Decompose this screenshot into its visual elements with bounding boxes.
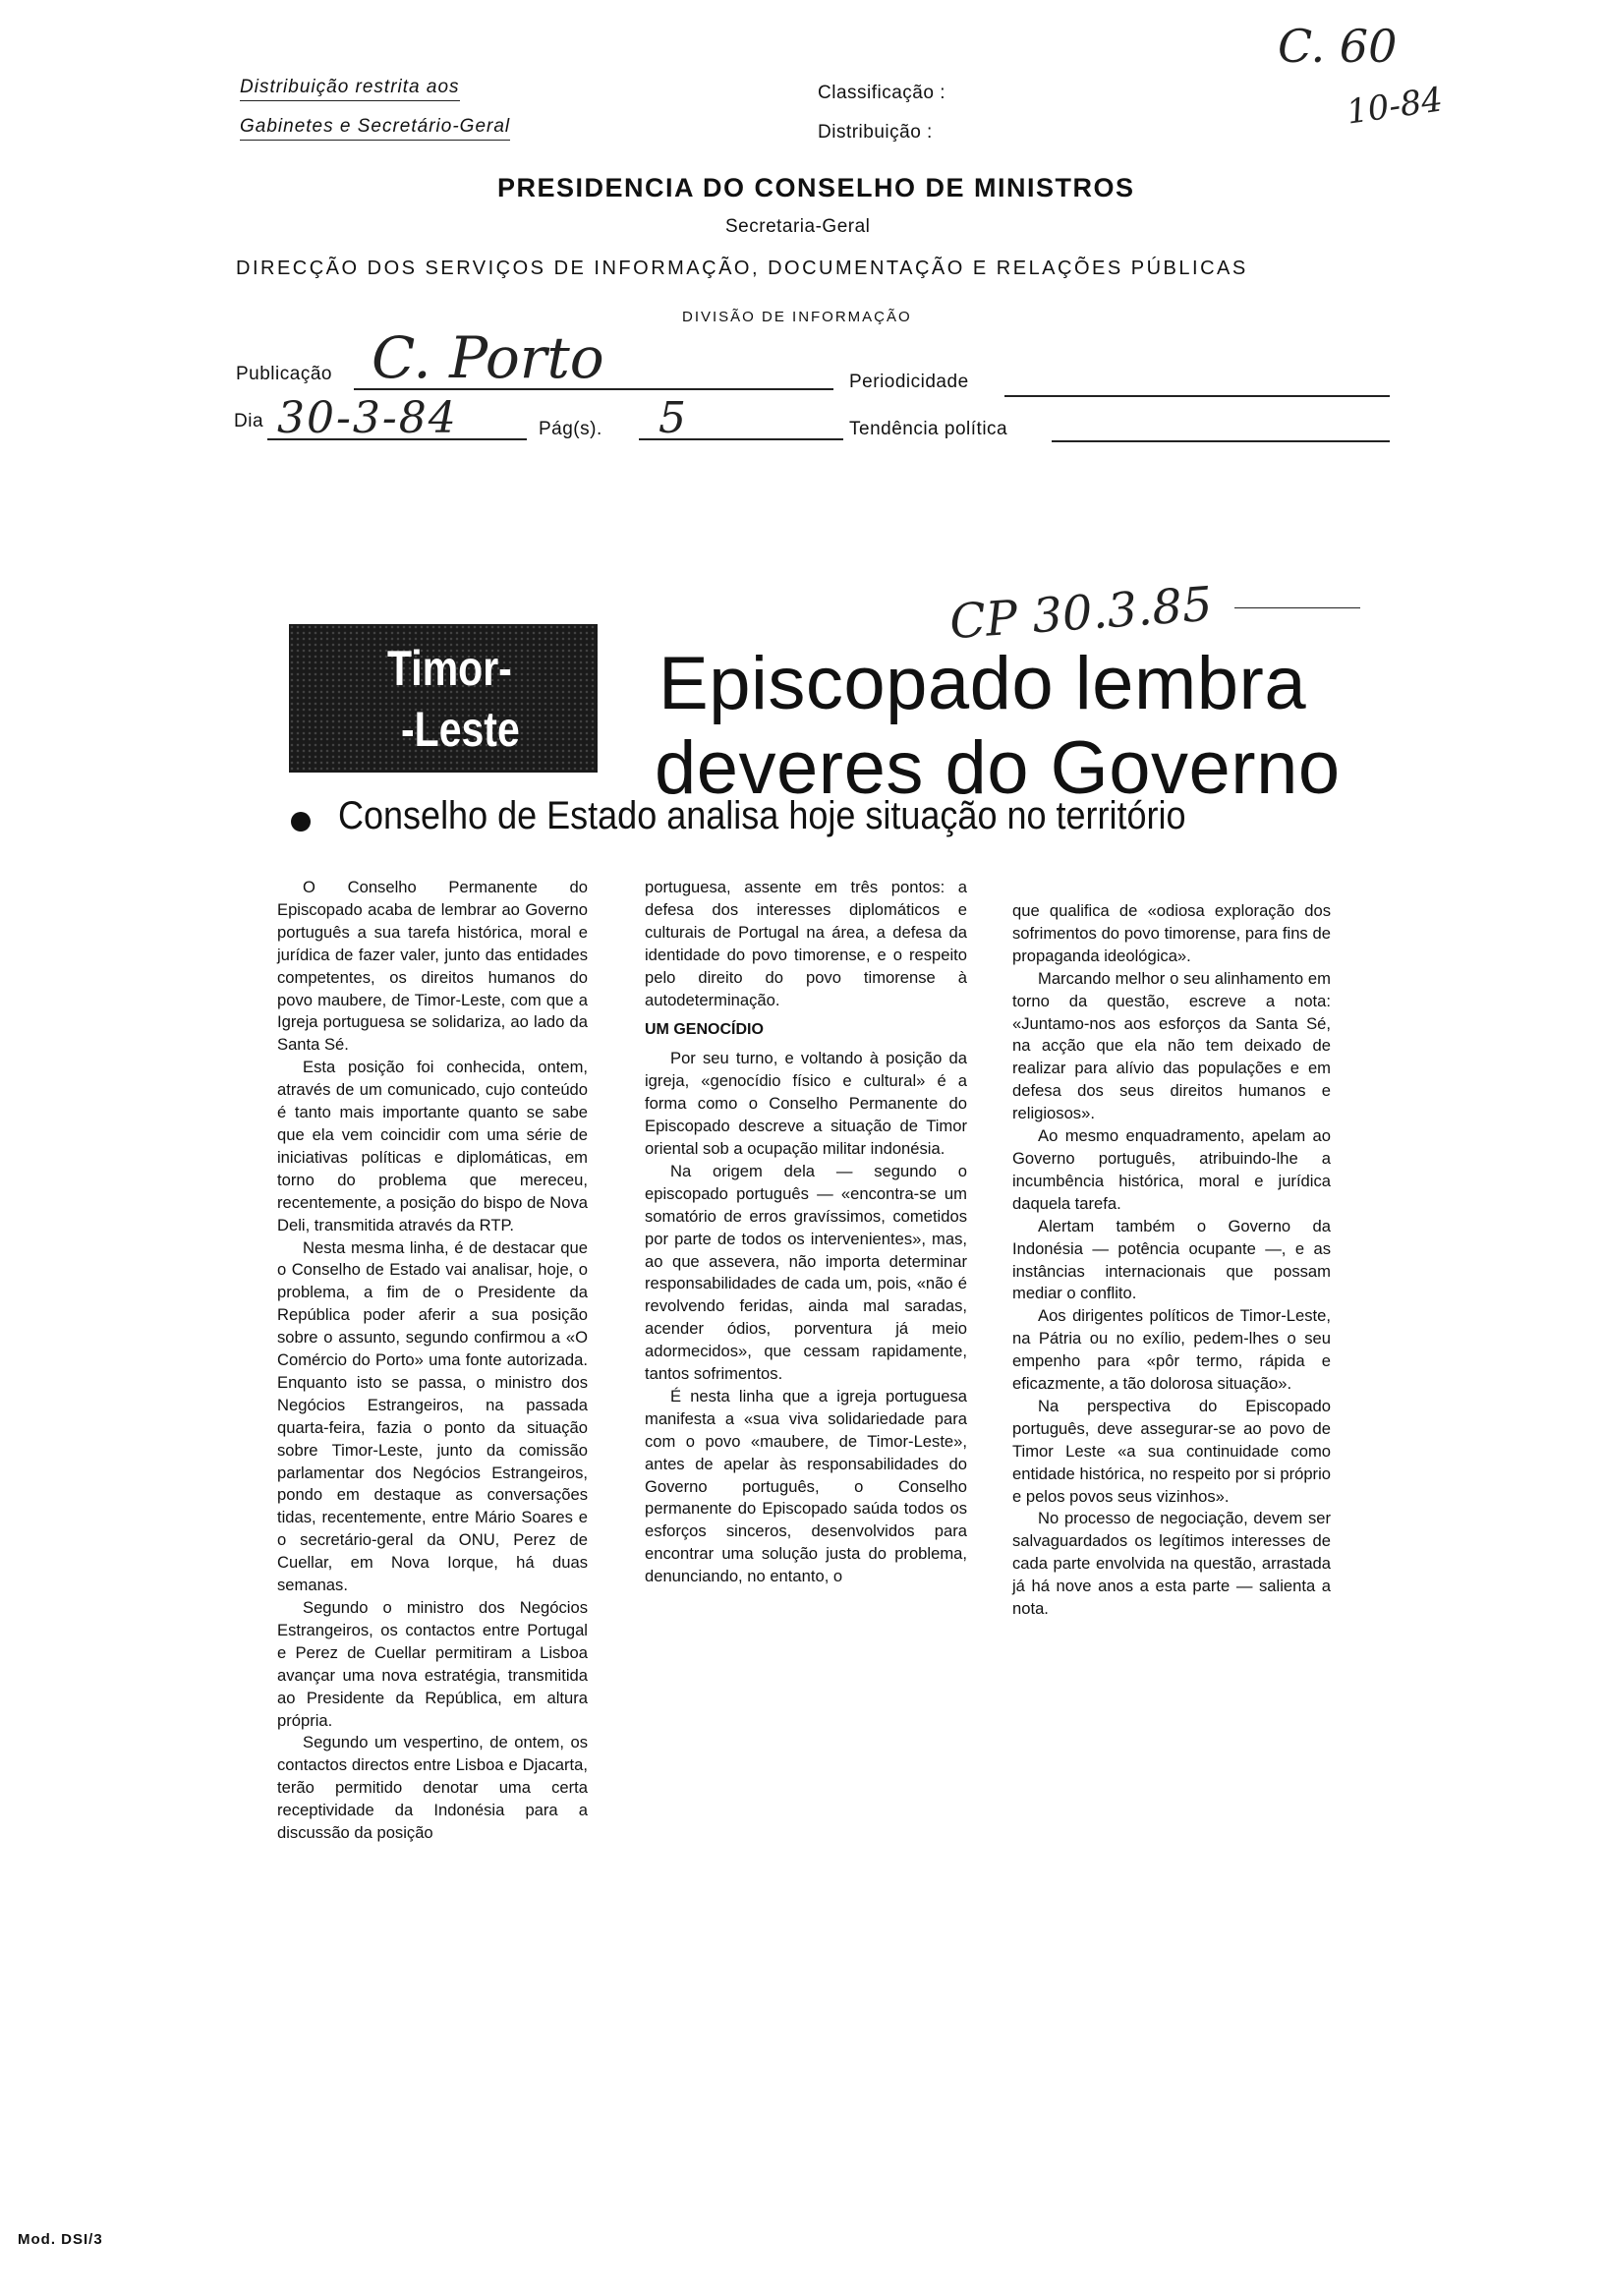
section-heading: UM GENOCÍDIO (645, 1021, 764, 1039)
dia-line (267, 438, 527, 440)
article-column-1 (277, 877, 588, 1845)
headline-line1: Episcopado lembra (659, 642, 1307, 725)
periodicidade-line (1004, 395, 1390, 397)
paragraph: Ao mesmo enquadramento, apelam ao Governo português, atribuindo-lhe a incumbência histórica, moral e jurídica daquela tarefa. (1012, 1126, 1331, 1213)
paragraph: Na perspectiva do Episcopado português, deve assegurar-se ao povo de Timor Leste «a sua continuidade como entidade histórica, no respeito por si próprio e pelos povos seus vizinhos». (1012, 1396, 1331, 1506)
divisao-label: DIVISÃO DE INFORMAÇÃO (682, 309, 912, 325)
publicacao-line (354, 388, 833, 390)
direccao-line: DIRECÇÃO DOS SERVIÇOS DE INFORMAÇÃO, DOCUMENTAÇÃO E RELAÇÕES PÚBLICAS (236, 258, 1248, 279)
pags-handwritten-value: 5 (659, 393, 686, 443)
paragraph: que qualifica de «odiosa exploração dos sofrimentos do povo timorense, para fins de propaganda ideológica». (1012, 901, 1331, 965)
handwritten-annotation-top-2: 10-84 (1344, 80, 1446, 133)
paragraph: Esta posição foi conhecida, ontem, através de um comunicado, cujo conteúdo é tanto mais importante quanto se sabe que ela vem coincidir com uma série de iniciativas políticas e diplomáticas, em torno do problema que mereceu, recentemente, a posição do bispo de Nova Deli, transmitida através da RTP. (277, 1058, 588, 1234)
form-model-code: Mod. DSI/3 (18, 2231, 103, 2248)
publicacao-label: Publicação (236, 364, 332, 384)
kicker-line2: -Leste (401, 702, 520, 757)
org-title: PRESIDENCIA DO CONSELHO DE MINISTROS (497, 173, 1135, 202)
periodicidade-label: Periodicidade (849, 372, 969, 392)
subheadline: Conselho de Estado analisa hoje situação no território (338, 794, 1186, 837)
paragraph: Aos dirigentes políticos de Timor-Leste, na Pátria ou no exílio, pedem-lhes o seu empenho para «pôr termo, rápida e eficazmente, a tão dolorosa situação». (1012, 1306, 1331, 1394)
paragraph: Segundo o ministro dos Negócios Estrangeiros, os contactos entre Portugal e Perez de Cuellar permitiram a Lisboa avançar uma nova estratégia, transmitida ao Presidente da República, em altura própria. (277, 1598, 588, 1730)
paragraph: É nesta linha que a igreja portuguesa manifesta a «sua viva solidariedade para com o povo «maubere, de Timor-Leste», antes de apelar às responsabilidades do Governo português, o Conselho permanente do Episcopado saúda todos os esforços sinceros, desenvolvidos para encontrar uma solução justa do problema, denunciando, no entanto, o (645, 1386, 967, 1586)
paragraph: Segundo um vespertino, de ontem, os contactos directos entre Lisboa e Djacarta, terão permitido denotar uma certa receptividade da Indonésia para a discussão da posição (277, 1733, 588, 1843)
dia-handwritten-value: 30-3-84 (277, 393, 458, 443)
tendencia-line (1052, 440, 1390, 442)
paragraph: No processo de negociação, devem ser salvaguardados os legítimos interesses de cada parte envolvida na questão, arrastada já há nove anos a esta parte — salienta a nota. (1012, 1509, 1331, 1619)
article-column-3 (1012, 900, 1331, 1621)
handwritten-annotation-top: C. 60 (1278, 20, 1398, 73)
paragraph: Marcando melhor o seu alinhamento em torno da questão, escreve a nota: «Juntamo-nos aos esforços da Santa Sé, na acção que ela não tem deixado de realizar para alívio das populações e em defesa dos seus direitos humanos e religiosos». (1012, 968, 1331, 1123)
kicker-line1: Timor- (387, 641, 512, 696)
paragraph: Por seu turno, e voltando à posição da igreja, «genocídio físico e cultural» é a forma como o Conselho Permanente do Episcopado descreve a situação de Timor oriental sob a ocupação militar indonésia. (645, 1049, 967, 1158)
pags-label: Pág(s). (539, 419, 602, 439)
paragraph: Alertam também o Governo da Indonésia — potência ocupante —, e as instâncias internacionais que possam mediar o conflito. (1012, 1216, 1331, 1303)
paragraph: Na origem dela — segundo o episcopado português — «encontra-se um somatório de erros gravíssimos, cometidos por parte de todos os intervenientes», mas, ao que assevera, não importa determinar responsabilidades de cada um, pois, «não é revolvendo feridas, ainda mal saradas, acender ódios, porventura já meio adormecidos», que cessam rapidamente, tantos sofrimentos. (645, 1161, 967, 1384)
dia-label: Dia (234, 411, 264, 431)
pags-line (639, 438, 843, 440)
secretaria-geral: Secretaria-Geral (725, 216, 871, 237)
paragraph: Nesta mesma linha, é de destacar que o Conselho de Estado vai analisar, hoje, o problema, a fim de o Presidente da República poder aferir a sua posição sobre o assunto, segundo confirmou a «O Comércio do Porto» uma fonte autorizada. Enquanto isto se passa, o ministro dos Negócios Estrangeiros, na passada quarta-feira, fazia o ponto da situação sobre Timor-Leste, junto da comissão parlamentar dos Negócios Estrangeiros, pondo em destaque as conversações tidas, recentemente, entre Mário Soares e o secretário-geral da ONU, Perez de Cuellar, em Nova Iorque, há duas semanas. (277, 1237, 588, 1595)
handwritten-stamp: CP 30.3.85 (947, 576, 1215, 651)
headline-line2: deveres do Governo (655, 726, 1341, 810)
paragraph: O Conselho Permanente do Episcopado acaba de lembrar ao Governo português a sua tarefa histórica, moral e jurídica de fazer valer, junto das entidades competentes, os direitos humanos do povo maubere, de Timor-Leste, com que a Igreja portuguesa se solidariza, ao lado da Santa Sé. (277, 878, 588, 1055)
article-column-2 (645, 877, 967, 1588)
stamp-line (1234, 607, 1360, 608)
restricted-distribution-line2: Gabinetes e Secretário-Geral (240, 116, 510, 141)
restricted-distribution-line1: Distribuição restrita aos (240, 77, 460, 101)
tendencia-label: Tendência política (849, 419, 1008, 439)
classificacao-label: Classificação : (818, 83, 945, 103)
distribuicao-label: Distribuição : (818, 122, 933, 143)
paragraph: portuguesa, assente em três pontos: a defesa dos interesses diplomáticos e culturais de Portugal na área, a defesa da identidade do povo timorense, e o respeito pelo direito do povo timorense à autodeterminação. (645, 878, 967, 1009)
kicker-box (289, 624, 598, 773)
publicacao-handwritten-value: C. Porto (372, 324, 604, 391)
bullet-icon (291, 812, 311, 832)
